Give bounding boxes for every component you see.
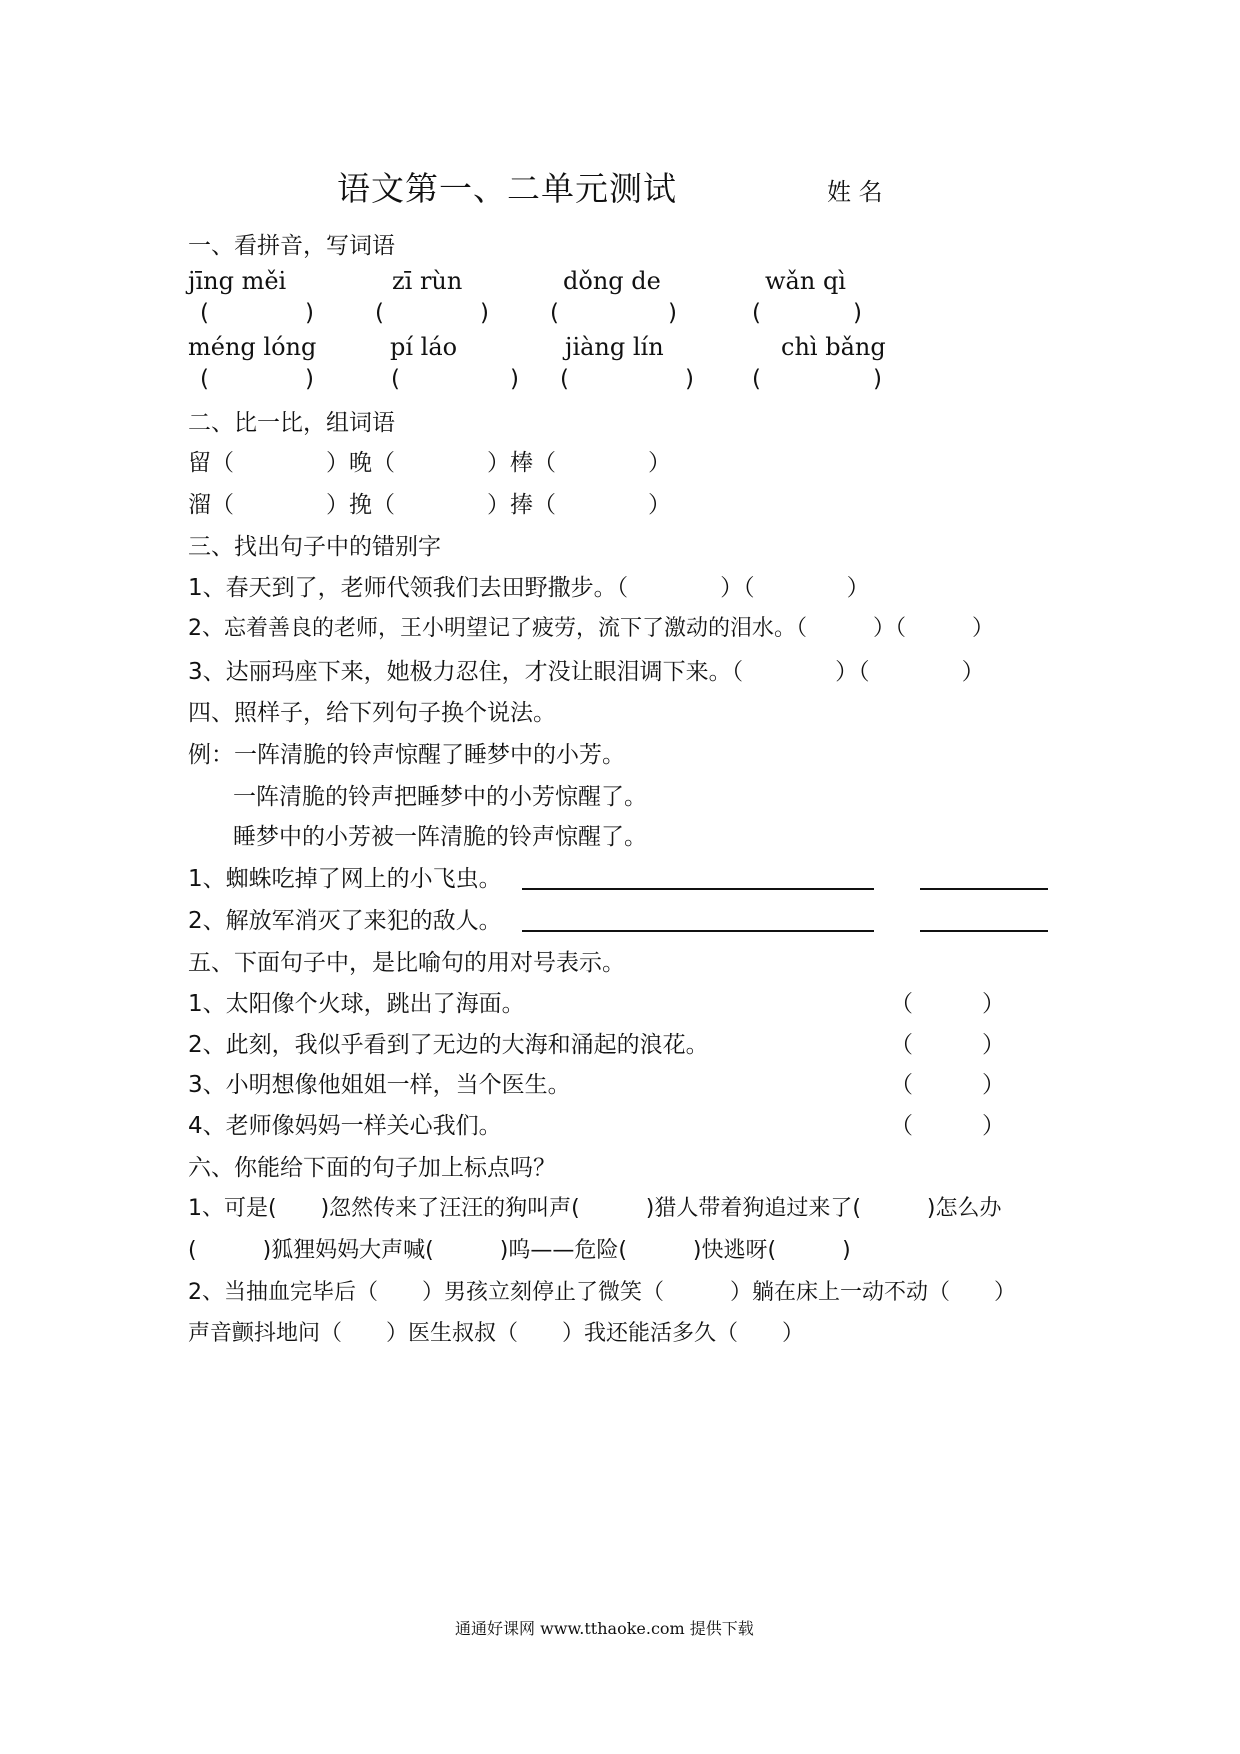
- example-variant: 一阵清脆的铃声把睡梦中的小芳惊醒了。: [233, 784, 647, 810]
- answer-line[interactable]: [522, 930, 874, 932]
- simile-check-bracket[interactable]: （ ）: [890, 1072, 1005, 1098]
- section4-heading: 四、照样子，给下列句子换个说法。: [188, 700, 556, 726]
- rewrite-question: 2、解放军消灭了来犯的敌人。: [188, 908, 502, 934]
- answer-paren-close: ): [510, 366, 519, 392]
- example-sentence: 例：一阵清脆的铃声惊醒了睡梦中的小芳。: [188, 742, 625, 768]
- answer-paren-open: (: [752, 300, 761, 326]
- answer-paren-close: ): [305, 300, 314, 326]
- rewrite-question: 1、蜘蛛吃掉了网上的小飞虫。: [188, 866, 502, 892]
- page-title: 语文第一、二单元测试: [337, 169, 677, 208]
- simile-check-bracket[interactable]: （ ）: [890, 1113, 1005, 1139]
- answer-line[interactable]: [920, 888, 1048, 890]
- answer-paren-close: ): [853, 300, 862, 326]
- pinyin-7: jiàng lín: [565, 333, 664, 361]
- name-label: 姓 名: [827, 178, 883, 206]
- word-compare-line: 溜（ ）挽（ ）捧（ ）: [188, 492, 671, 518]
- section5-heading: 五、下面句子中，是比喻句的用对号表示。: [188, 950, 625, 976]
- punctuation-line: 声音颤抖地问（ ）医生叔叔（ ）我还能活多久（ ）: [188, 1321, 805, 1346]
- typo-sentence: 1、春天到了，老师代领我们去田野撒步。（ ）（ ）: [188, 575, 870, 601]
- answer-paren-open: (: [752, 366, 761, 392]
- section3-heading: 三、找出句子中的错别字: [188, 534, 441, 560]
- footer-credit: 通通好课网 www.tthaoke.com 提供下载: [455, 1619, 754, 1638]
- answer-paren-open: (: [550, 300, 559, 326]
- section2-heading: 二、比一比，组词语: [188, 410, 395, 436]
- answer-paren-close: ): [305, 366, 314, 392]
- simile-item: 4、老师像妈妈一样关心我们。: [188, 1113, 502, 1139]
- punctuation-line: 2、当抽血完毕后（ ）男孩立刻停止了微笑（ ）躺在床上一动不动（ ）: [188, 1280, 1016, 1305]
- simile-item: 2、此刻，我似乎看到了无边的大海和涌起的浪花。: [188, 1032, 709, 1058]
- simile-item: 1、太阳像个火球，跳出了海面。: [188, 991, 525, 1017]
- typo-sentence: 3、达丽玛座下来，她极力忍住，才没让眼泪调下来。（ ）（ ）: [188, 659, 985, 685]
- pinyin-1: jīng měi: [188, 267, 287, 295]
- word-compare-line: 留（ ）晚（ ）棒（ ）: [188, 450, 671, 476]
- answer-paren-open: (: [560, 366, 569, 392]
- punctuation-line: 1、可是( )忽然传来了汪汪的狗叫声( )猎人带着狗追过来了( )怎么办: [188, 1196, 1002, 1221]
- typo-sentence: 2、忘着善良的老师，王小明望记了疲劳，流下了激动的泪水。（ ）（ ）: [188, 616, 994, 641]
- pinyin-8: chì bǎng: [781, 333, 886, 361]
- answer-paren-close: ): [685, 366, 694, 392]
- answer-paren-open: (: [200, 366, 209, 392]
- simile-check-bracket[interactable]: （ ）: [890, 1032, 1005, 1058]
- answer-paren-open: (: [391, 366, 400, 392]
- punctuation-line: ( )狐狸妈妈大声喊( )呜——危险( )快逃呀( ): [188, 1238, 851, 1263]
- answer-paren-open: (: [200, 300, 209, 326]
- answer-paren-close: ): [873, 366, 882, 392]
- example-variant: 睡梦中的小芳被一阵清脆的铃声惊醒了。: [233, 824, 647, 850]
- simile-check-bracket[interactable]: （ ）: [890, 991, 1005, 1017]
- section6-heading: 六、你能给下面的句子加上标点吗？: [188, 1155, 556, 1181]
- pinyin-5: méng lóng: [188, 333, 317, 361]
- answer-paren-open: (: [375, 300, 384, 326]
- answer-line[interactable]: [920, 930, 1048, 932]
- pinyin-3: dǒng de: [563, 267, 661, 295]
- simile-item: 3、小明想像他姐姐一样，当个医生。: [188, 1072, 571, 1098]
- pinyin-2: zī rùn: [392, 267, 463, 295]
- answer-paren-close: ): [668, 300, 677, 326]
- pinyin-6: pí láo: [390, 333, 458, 361]
- pinyin-4: wǎn qì: [765, 267, 846, 295]
- answer-line[interactable]: [522, 888, 874, 890]
- section1-heading: 一、看拼音，写词语: [188, 233, 395, 259]
- answer-paren-close: ): [480, 300, 489, 326]
